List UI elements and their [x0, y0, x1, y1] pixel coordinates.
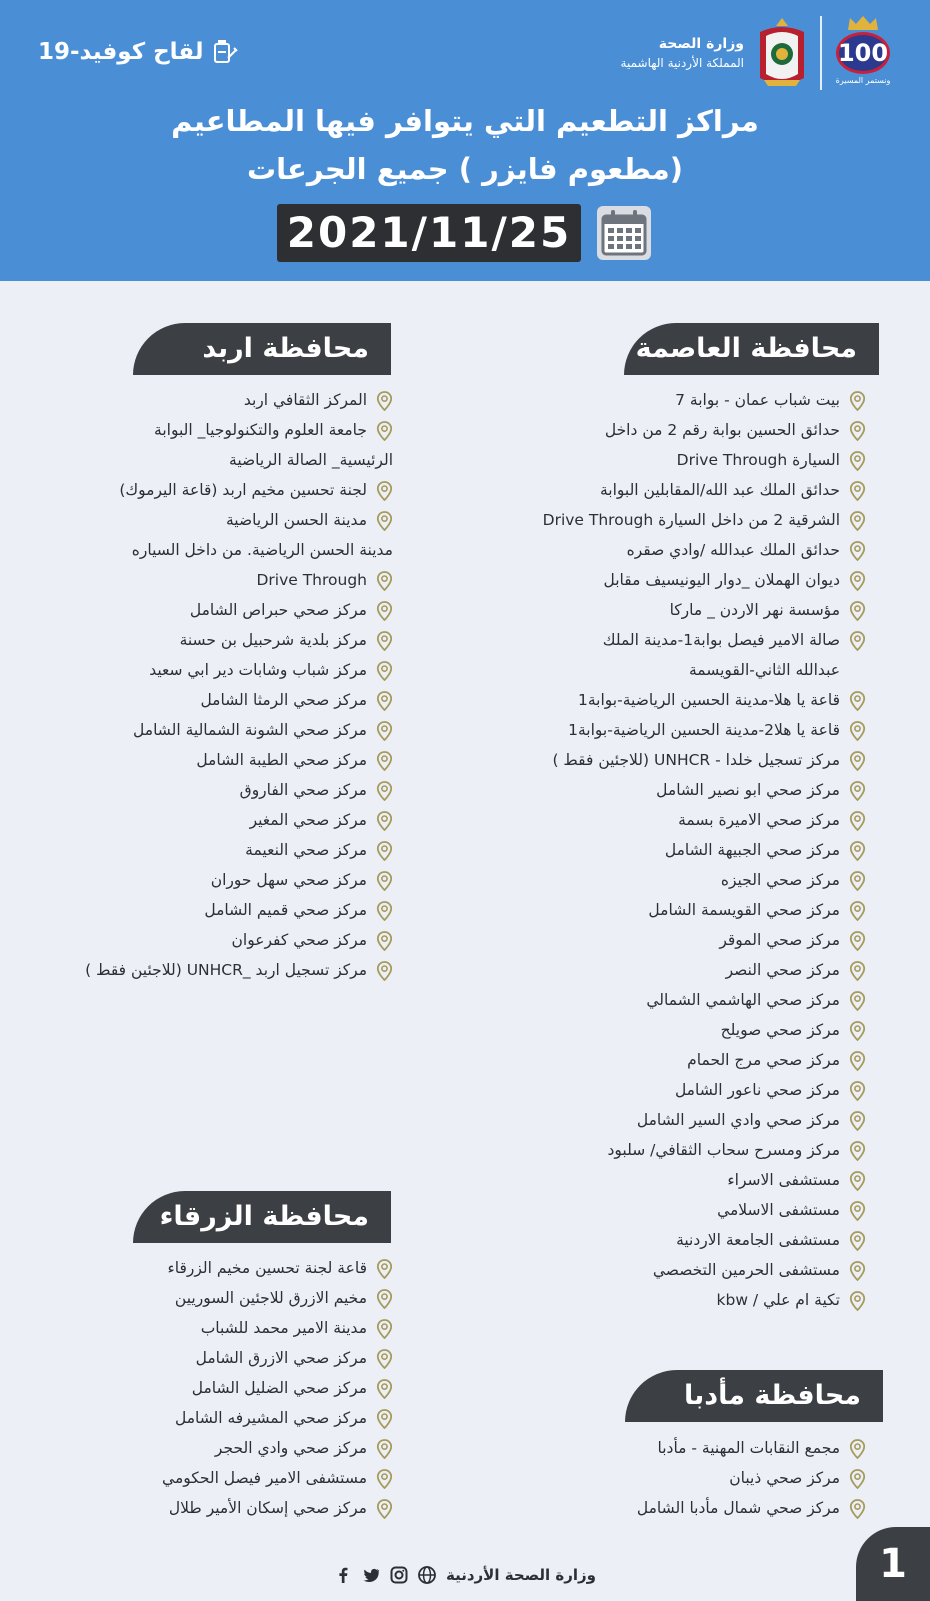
- list-item: [506, 835, 866, 865]
- list-item: [53, 535, 393, 565]
- list-item: [53, 565, 393, 595]
- location-pin-icon: [849, 481, 866, 501]
- list-item: [506, 1195, 866, 1225]
- location-pin-icon: [376, 721, 393, 741]
- list-item-label: مركز صحي وادي السير الشامل: [636, 1111, 840, 1129]
- list-item: [53, 895, 393, 925]
- location-pin-icon: [849, 1469, 866, 1489]
- section-title-zarqa: محافظة الزرقاء: [133, 1191, 391, 1243]
- list-item-label: مركز صحي إسكان الأمير طلال: [168, 1499, 367, 1517]
- list-item-label: مجمع النقابات المهنية - مأدبا: [657, 1439, 840, 1457]
- list-item-label: بيت شباب عمان - بوابة 7: [675, 391, 840, 409]
- list-item: [506, 385, 866, 415]
- list-item-label: مركز صحي ناعور الشامل: [674, 1081, 840, 1099]
- list-item: [53, 595, 393, 625]
- location-pin-icon: [849, 1141, 866, 1161]
- list-item-label: الرئيسية_ الصالة الرياضية: [229, 451, 393, 469]
- list-item-label: قاعة يا هلا2-مدينة الحسين الرياضية-بوابة1: [568, 721, 840, 739]
- vaccine-icon: [212, 38, 238, 66]
- date-row: [0, 204, 930, 262]
- location-pin-icon: [376, 1409, 393, 1429]
- list-item-label: مركز تسجيل خلدا - UNHCR (للاجئين فقط ): [552, 751, 840, 769]
- location-pin-icon: [849, 631, 866, 651]
- location-pin-icon: [849, 811, 866, 831]
- list-item-label: جامعة العلوم والتكنولوجيا_ البوابة: [154, 421, 367, 439]
- list-item-label: مركز صحي الشونة الشمالية الشامل: [133, 721, 367, 739]
- location-pin-icon: [376, 421, 393, 441]
- crown-icon: [846, 14, 880, 32]
- list-item-label: مركز صحي وادي الحجر: [214, 1439, 367, 1457]
- location-pin-icon: [376, 811, 393, 831]
- location-pin-icon: [849, 421, 866, 441]
- header-banner: [0, 0, 930, 281]
- location-pin-icon: [376, 961, 393, 981]
- location-pin-icon: [376, 1499, 393, 1519]
- list-item: [506, 925, 866, 955]
- list-item: [506, 595, 866, 625]
- location-pin-icon: [849, 541, 866, 561]
- list-item: [53, 925, 393, 955]
- list-item-label: تكية ام علي / kbw: [716, 1291, 840, 1309]
- list-item: [506, 1045, 866, 1075]
- list-item-label: مركز صحي الفاروق: [239, 781, 367, 799]
- list-item: [53, 835, 393, 865]
- list-item-label: مركز صحي المشيرفه الشامل: [174, 1409, 367, 1427]
- list-item-label: مركز تسجيل اربد _UNHCR (للاجئين فقط ): [85, 961, 367, 979]
- location-pin-icon: [849, 721, 866, 741]
- list-item-label: مركز صحي الهاشمي الشمالي: [646, 991, 840, 1009]
- campaign-label: لقاح كوفيد-19: [38, 39, 204, 65]
- list-item-label: السيارة Drive Through: [676, 451, 840, 469]
- list-item-label: مركز ومسرح سحاب الثقافي/ سلبود: [607, 1141, 840, 1159]
- list-item: [53, 1283, 393, 1313]
- list-item-label: مركز صحي مرج الحمام: [687, 1051, 840, 1069]
- list-item: [53, 775, 393, 805]
- list-item: [506, 475, 866, 505]
- location-pin-icon: [376, 1289, 393, 1309]
- centennial-logo: [832, 14, 894, 92]
- list-item-label: مركز صحي سهل حوران: [210, 871, 367, 889]
- section-title-amman: محافظة العاصمة: [624, 323, 879, 375]
- location-pin-icon: [849, 781, 866, 801]
- brand-divider: [820, 16, 822, 90]
- calendar-icon: [595, 204, 653, 262]
- list-item-label: مركز صحي الرمثا الشامل: [200, 691, 367, 709]
- location-pin-icon: [849, 1171, 866, 1191]
- list-item-label: مخيم الازرق للاجئين السوريين: [174, 1289, 367, 1307]
- footer-ministry: وزارة الصحة الأردنية: [446, 1566, 596, 1584]
- centennial-tagline: ونستمر المسيرة: [835, 76, 891, 85]
- list-item: [506, 865, 866, 895]
- location-pin-icon: [849, 1111, 866, 1131]
- list-item-label: صالة الامير فيصل بوابة1-مدينة الملك: [602, 631, 840, 649]
- location-pin-icon: [376, 1349, 393, 1369]
- list-item: [506, 505, 866, 535]
- location-pin-icon: [376, 631, 393, 651]
- location-pin-icon: [849, 961, 866, 981]
- list-item: [506, 1255, 866, 1285]
- list-item: [53, 415, 393, 445]
- list-item-label: مركز صحي الجيزه: [720, 871, 840, 889]
- list-item: [506, 625, 866, 655]
- list-item: [53, 1313, 393, 1343]
- list-item-label: مدينة الحسن الرياضية: [225, 511, 367, 529]
- campaign-badge: [38, 38, 238, 66]
- list-item-label: مستشفى الاسراء: [727, 1171, 840, 1189]
- twitter-icon: [362, 1566, 380, 1584]
- facebook-icon: [334, 1566, 352, 1584]
- list-item: [53, 1343, 393, 1373]
- location-pin-icon: [849, 1261, 866, 1281]
- coat-of-arms-icon: [754, 16, 810, 90]
- list-item-label: مركز صحي حبراص الشامل: [189, 601, 367, 619]
- list-item-label: لجنة تحسين مخيم اربد (قاعة اليرموك): [119, 481, 367, 499]
- list-item-label: مستشفى الحرمين التخصصي: [652, 1261, 840, 1279]
- location-pin-icon: [849, 1201, 866, 1221]
- list-item-label: حدائق الملك عبد الله/المقابلين البوابة: [599, 481, 840, 499]
- page-subtitle: (مطعوم فايزر ) جميع الجرعات: [246, 152, 683, 186]
- location-pin-icon: [849, 601, 866, 621]
- location-pin-icon: [376, 1379, 393, 1399]
- list-item-label: مركز صحي ابو نصير الشامل: [656, 781, 840, 799]
- list-item: [506, 1075, 866, 1105]
- list-item: [53, 655, 393, 685]
- list-item-label: مركز صحي شمال مأدبا الشامل: [636, 1499, 840, 1517]
- kingdom-name: المملكة الأردنية الهاشمية: [620, 56, 744, 70]
- globe-icon: [418, 1566, 436, 1584]
- list-item: [506, 1015, 866, 1045]
- list-item: [506, 1285, 866, 1315]
- list-item: [53, 475, 393, 505]
- list-amman: [506, 385, 866, 1315]
- list-item: [506, 1433, 866, 1463]
- list-item-label: مركز صحي القويسمة الشامل: [648, 901, 840, 919]
- list-item: [506, 1463, 866, 1493]
- footer: [0, 1560, 930, 1590]
- instagram-icon: [390, 1566, 408, 1584]
- location-pin-icon: [849, 691, 866, 711]
- list-irbid: [53, 385, 393, 985]
- location-pin-icon: [849, 451, 866, 471]
- location-pin-icon: [849, 871, 866, 891]
- list-item-label: مدينة الامير محمد للشباب: [200, 1319, 367, 1337]
- location-pin-icon: [376, 571, 393, 591]
- list-item: [53, 955, 393, 985]
- location-pin-icon: [849, 751, 866, 771]
- list-item: [53, 625, 393, 655]
- list-item: [506, 1165, 866, 1195]
- list-item-label: مركز صحي الطيبة الشامل: [196, 751, 367, 769]
- page-number: 1: [856, 1527, 930, 1601]
- list-item-label: مستشفى الامير فيصل الحكومي: [162, 1469, 367, 1487]
- ministry-name: وزارة الصحة: [658, 36, 744, 52]
- section-title-irbid: محافظة اربد: [133, 323, 391, 375]
- list-item: [53, 1493, 393, 1523]
- location-pin-icon: [376, 391, 393, 411]
- list-item: [506, 1493, 866, 1523]
- list-item-label: مركز بلدية شرحبيل بن حسنة: [179, 631, 367, 649]
- list-item: [506, 715, 866, 745]
- list-item: [506, 895, 866, 925]
- list-item: [53, 385, 393, 415]
- location-pin-icon: [376, 931, 393, 951]
- location-pin-icon: [849, 991, 866, 1011]
- location-pin-icon: [376, 781, 393, 801]
- location-pin-icon: [849, 901, 866, 921]
- list-item-label: مركز صحي الازرق الشامل: [195, 1349, 367, 1367]
- list-item: [53, 715, 393, 745]
- page-title: مراكز التطعيم التي يتوافر فيها المطاعيم: [171, 104, 759, 138]
- list-item-label: مركز صحي الموقر: [719, 931, 840, 949]
- location-pin-icon: [376, 1469, 393, 1489]
- list-item-label: مركز صحي ذيبان: [729, 1469, 840, 1487]
- ministry-branding: [621, 14, 894, 92]
- location-pin-icon: [376, 1439, 393, 1459]
- ministry-text: [621, 34, 744, 72]
- list-item-label: عبدالله الثاني-القويسمة: [688, 661, 840, 679]
- location-pin-icon: [849, 841, 866, 861]
- location-pin-icon: [849, 1081, 866, 1101]
- list-item: [53, 505, 393, 535]
- list-item-label: مركز صحي المغير: [249, 811, 367, 829]
- list-item: [506, 805, 866, 835]
- location-pin-icon: [849, 391, 866, 411]
- list-item-label: مستشفى الاسلامي: [717, 1201, 840, 1219]
- list-item: [506, 565, 866, 595]
- location-pin-icon: [376, 511, 393, 531]
- list-item-label: قاعة لجنة تحسين مخيم الزرقاء: [167, 1259, 367, 1277]
- list-item-label: مستشفى الجامعة الاردنية: [676, 1231, 840, 1249]
- list-item-label: مؤسسة نهر الاردن _ ماركا: [669, 601, 840, 619]
- location-pin-icon: [849, 1291, 866, 1311]
- list-item: [53, 1433, 393, 1463]
- location-pin-icon: [376, 1319, 393, 1339]
- location-pin-icon: [376, 901, 393, 921]
- list-item: [53, 1373, 393, 1403]
- date-label: 2021/11/25: [277, 204, 581, 262]
- list-item: [53, 865, 393, 895]
- location-pin-icon: [849, 931, 866, 951]
- list-item-label: مركز صحي صويلح: [720, 1021, 840, 1039]
- list-item: [53, 685, 393, 715]
- list-item: [506, 655, 866, 685]
- list-item: [506, 535, 866, 565]
- list-item: [506, 985, 866, 1015]
- list-madaba: [506, 1433, 866, 1523]
- section-title-madaba: محافظة مأدبا: [625, 1370, 883, 1422]
- list-item-label: مركز صحي الجبيهة الشامل: [664, 841, 840, 859]
- location-pin-icon: [376, 751, 393, 771]
- list-item: [53, 1253, 393, 1283]
- list-item-label: حدائق الحسين بوابة رقم 2 من داخل: [604, 421, 840, 439]
- list-item-label: الشرقية 2 من داخل السيارة Drive Through: [542, 511, 840, 529]
- list-item-label: قاعة يا هلا-مدينة الحسين الرياضية-بوابة1: [577, 691, 840, 709]
- location-pin-icon: [849, 511, 866, 531]
- location-pin-icon: [849, 571, 866, 591]
- list-item-label: مركز شباب وشابات دير ابي سعيد: [149, 661, 367, 679]
- location-pin-icon: [376, 841, 393, 861]
- list-item-label: مدينة الحسن الرياضية. من داخل السياره: [131, 541, 393, 559]
- list-zarqa: [53, 1253, 393, 1523]
- list-item-label: المركز الثقافي اربد: [243, 391, 367, 409]
- location-pin-icon: [849, 1439, 866, 1459]
- list-item: [506, 775, 866, 805]
- list-item: [506, 1135, 866, 1165]
- location-pin-icon: [376, 661, 393, 681]
- list-item: [53, 745, 393, 775]
- list-item-label: Drive Through: [256, 571, 367, 589]
- location-pin-icon: [376, 601, 393, 621]
- list-item-label: مركز صحي النصر: [725, 961, 840, 979]
- list-item: [53, 445, 393, 475]
- list-item: [506, 955, 866, 985]
- list-item-label: مركز صحي قميم الشامل: [204, 901, 367, 919]
- list-item: [506, 445, 866, 475]
- list-item-label: ديوان الهملان _دوار اليونيسيف مقابل: [603, 571, 840, 589]
- list-item-label: مركز صحي كفرعوان: [231, 931, 367, 949]
- location-pin-icon: [849, 1051, 866, 1071]
- list-item: [506, 415, 866, 445]
- list-item: [506, 1105, 866, 1135]
- list-item: [53, 805, 393, 835]
- list-item: [53, 1463, 393, 1493]
- list-item-label: حدائق الملك عبدالله /وادي صقره: [626, 541, 840, 559]
- location-pin-icon: [376, 1259, 393, 1279]
- list-item-label: مركز صحي الاميرة بسمة: [678, 811, 840, 829]
- location-pin-icon: [376, 691, 393, 711]
- list-item: [506, 745, 866, 775]
- list-item: [506, 1225, 866, 1255]
- list-item: [53, 1403, 393, 1433]
- location-pin-icon: [376, 871, 393, 891]
- location-pin-icon: [849, 1499, 866, 1519]
- location-pin-icon: [849, 1231, 866, 1251]
- location-pin-icon: [849, 1021, 866, 1041]
- location-pin-icon: [376, 481, 393, 501]
- centennial-number: 100: [836, 32, 890, 74]
- list-item-label: مركز صحي النعيمة: [245, 841, 367, 859]
- list-item: [506, 685, 866, 715]
- list-item-label: مركز صحي الضليل الشامل: [191, 1379, 367, 1397]
